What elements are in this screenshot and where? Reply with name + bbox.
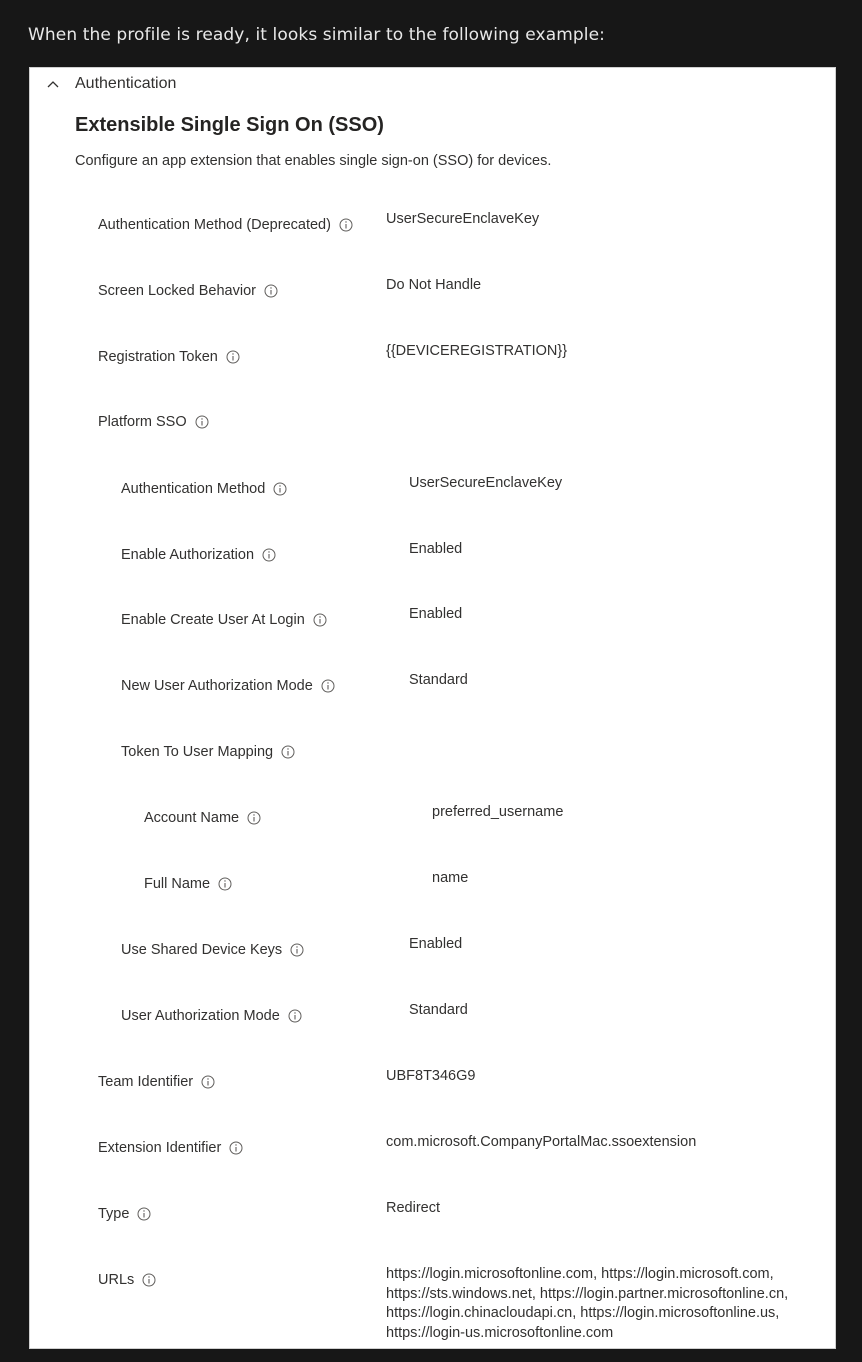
setting-label: Extension Identifier — [98, 1140, 222, 1156]
row-authentication-method — [30, 475, 836, 508]
row-token-to-user-mapping — [30, 741, 836, 771]
setting-label: Platform SSO — [98, 414, 187, 430]
setting-label: Registration Token — [98, 349, 218, 365]
row-authentication-method-deprecated — [30, 211, 836, 244]
info-icon[interactable] — [137, 1207, 151, 1221]
info-icon[interactable] — [313, 613, 327, 627]
setting-value: Redirect — [386, 1200, 440, 1216]
setting-label: Type — [98, 1206, 130, 1222]
row-enable-authorization — [30, 541, 836, 574]
info-icon[interactable] — [247, 811, 261, 825]
setting-label: Team Identifier — [98, 1074, 194, 1090]
setting-label: Full Name — [144, 876, 211, 892]
info-icon[interactable] — [142, 1273, 156, 1287]
info-icon[interactable] — [201, 1075, 215, 1089]
page-subtitle: Configure an app extension that enables single sign-on (SSO) for devices. — [75, 153, 552, 169]
info-icon[interactable] — [262, 548, 276, 562]
setting-value: name — [432, 870, 469, 886]
setting-value: com.microsoft.CompanyPortalMac.ssoextension — [386, 1134, 697, 1150]
setting-label: Enable Create User At Login — [121, 612, 305, 628]
setting-label: Screen Locked Behavior — [98, 283, 256, 299]
setting-value: UserSecureEnclaveKey — [409, 475, 563, 491]
info-icon[interactable] — [321, 679, 335, 693]
info-icon[interactable] — [226, 350, 240, 364]
intro-text: When the profile is ready, it looks similar to the following example: — [28, 25, 605, 45]
info-icon[interactable] — [288, 1009, 302, 1023]
setting-value: Standard — [409, 672, 468, 688]
info-icon[interactable] — [290, 943, 304, 957]
setting-value: {{DEVICEREGISTRATION}} — [386, 343, 568, 359]
setting-value: UserSecureEnclaveKey — [386, 211, 540, 227]
info-icon[interactable] — [264, 284, 278, 298]
setting-label: Authentication Method — [121, 481, 266, 497]
section-label: Authentication — [75, 75, 177, 92]
row-registration-token — [30, 343, 836, 376]
info-icon[interactable] — [195, 415, 209, 429]
setting-value: Enabled — [409, 606, 463, 622]
setting-label: Authentication Method (Deprecated) — [98, 217, 331, 233]
info-icon[interactable] — [281, 745, 295, 759]
info-icon[interactable] — [339, 218, 353, 232]
row-enable-create-user-at-login — [30, 606, 836, 639]
row-user-authorization-mode — [30, 1002, 836, 1035]
setting-value: Enabled — [409, 541, 463, 557]
chevron-up-icon — [46, 77, 60, 91]
setting-label: Enable Authorization — [121, 547, 255, 563]
setting-value: UBF8T346G9 — [386, 1068, 476, 1084]
profile-panel — [29, 67, 836, 1349]
setting-label: New User Authorization Mode — [121, 678, 313, 694]
info-icon[interactable] — [273, 482, 287, 496]
setting-label: Use Shared Device Keys — [121, 942, 283, 958]
row-new-user-authorization-mode — [30, 672, 836, 705]
row-extension-identifier — [30, 1134, 836, 1167]
setting-label: Token To User Mapping — [121, 744, 274, 760]
row-screen-locked-behavior — [30, 277, 836, 310]
setting-label: Account Name — [144, 810, 240, 826]
setting-value: Enabled — [409, 936, 463, 952]
setting-value: preferred_username — [432, 804, 564, 820]
info-icon[interactable] — [229, 1141, 243, 1155]
setting-value: Standard — [409, 1002, 468, 1018]
row-team-identifier — [30, 1068, 836, 1101]
row-type — [30, 1200, 836, 1233]
setting-label: User Authorization Mode — [121, 1008, 280, 1024]
setting-label: URLs — [98, 1272, 135, 1288]
info-icon[interactable] — [218, 877, 232, 891]
row-full-name — [30, 870, 836, 903]
authentication-section-toggle[interactable] — [46, 72, 176, 96]
row-use-shared-device-keys — [30, 936, 836, 969]
setting-value: Do Not Handle — [386, 277, 482, 293]
row-account-name — [30, 804, 836, 837]
setting-value-urls: https://login.microsoftonline.com, https://login.microsoft.com, https://sts.windows.net, https://login.partner.microsoftonline.cn, https://login.chinacloudapi.cn, https://login.microsoftonline.us, https://login-us.microsoftonline.com — [386, 1266, 789, 1341]
row-urls — [30, 1266, 836, 1349]
row-platform-sso — [30, 411, 836, 441]
page-title: Extensible Single Sign On (SSO) — [75, 114, 384, 136]
